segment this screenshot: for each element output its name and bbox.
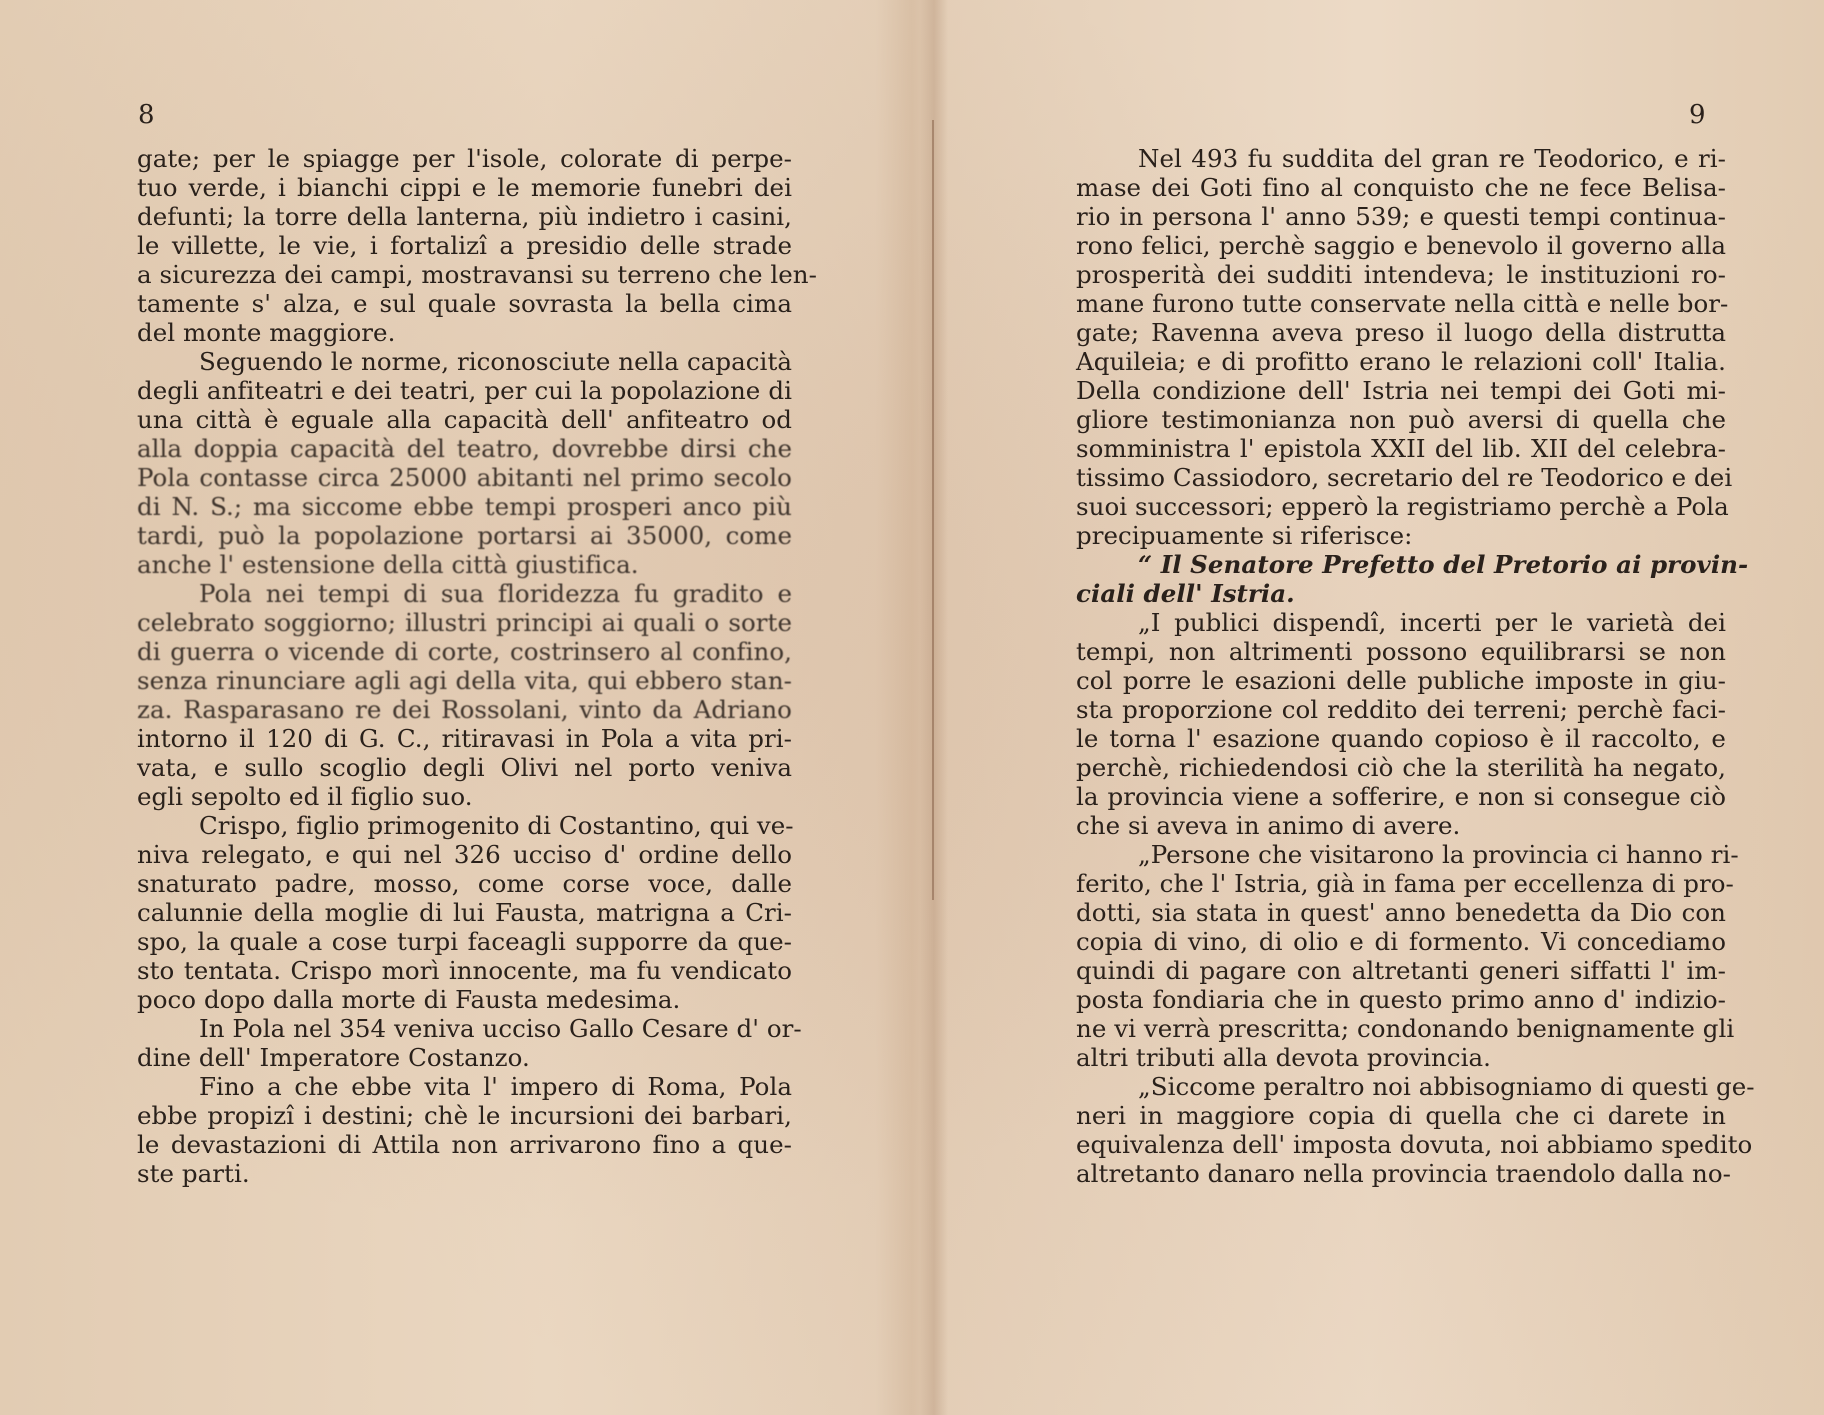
text-line: Seguendo le norme, riconosciute nella capacità xyxy=(199,347,792,376)
page-number-right: 9 xyxy=(1689,100,1706,130)
text-line: „I publici dispendî, incerti per le varietà dei xyxy=(1138,608,1726,637)
text-line: senza rinunciare agli agi della vita, qui ebbero stan- xyxy=(137,666,792,695)
text-line: le villette, le vie, i fortalizî a presidio delle strade xyxy=(137,231,792,260)
text-line: col porre le esazioni delle publiche imposte in giu- xyxy=(1076,666,1726,695)
text-line: che si aveva in animo di avere. xyxy=(1076,811,1461,840)
text-line: la provincia viene a sofferire, e non si consegue ciò xyxy=(1076,782,1726,811)
text-line: prosperità dei sudditi intendeva; le instituzioni ro- xyxy=(1076,260,1726,289)
binding-thread xyxy=(932,120,934,900)
text-line: gate; Ravenna aveva preso il luogo della distrutta xyxy=(1076,318,1726,347)
text-line: tardi, può la popolazione portarsi ai 35000, come xyxy=(137,521,792,550)
text-line: ferito, che l' Istria, già in fama per eccellenza di pro- xyxy=(1076,869,1734,898)
text-line: copia di vino, di olio e di formento. Vi concediamo xyxy=(1076,927,1726,956)
text-line: celebrato soggiorno; illustri principi ai quali o sorte xyxy=(137,608,792,637)
text-line: sto tentata. Crispo morì innocente, ma fu vendicato xyxy=(137,956,792,985)
text-line: di N. S.; ma siccome ebbe tempi prosperi anco più xyxy=(137,492,792,521)
text-line: niva relegato, e qui nel 326 ucciso d' ordine dello xyxy=(137,840,792,869)
text-line: In Pola nel 354 veniva ucciso Gallo Cesare d' or- xyxy=(199,1014,802,1043)
text-line: quindi di pagare con altretanti generi siffatti l' im- xyxy=(1076,956,1726,985)
left-page-text xyxy=(137,144,817,1188)
text-line: spo, la quale a cose turpi faceagli supporre da que- xyxy=(137,927,792,956)
text-line: „Siccome peraltro noi abbisogniamo di questi ge- xyxy=(1138,1072,1755,1101)
text-line: Aquileia; e di profitto erano le relazioni coll' Italia. xyxy=(1076,347,1726,376)
text-line: tempi, non altrimenti possono equilibrarsi se non xyxy=(1076,637,1726,666)
right-page-text xyxy=(1076,144,1755,1188)
text-line: a sicurezza dei campi, mostravansi su terreno che len- xyxy=(137,260,817,289)
text-line: ste parti. xyxy=(137,1159,250,1188)
text-line: Pola nei tempi di sua floridezza fu gradito e xyxy=(199,579,792,608)
text-line: alla doppia capacità del teatro, dovrebbe dirsi che xyxy=(137,434,792,463)
letter-heading: ciali dell' Istria. xyxy=(1076,579,1295,608)
text-line: di guerra o vicende di corte, costrinsero al confino, xyxy=(137,637,792,666)
text-line: Nel 493 fu suddita del gran re Teodorico, e ri- xyxy=(1138,144,1726,173)
text-line: Pola contasse circa 25000 abitanti nel primo secolo xyxy=(137,463,792,492)
text-line: tuo verde, i bianchi cippi e le memorie funebri dei xyxy=(137,173,792,202)
letter-heading: “ Il Senatore Prefetto del Pretorio ai provin- xyxy=(1138,550,1749,579)
text-line: gate; per le spiagge per l'isole, colorate di perpe- xyxy=(137,144,792,173)
text-line: „Persone che visitarono la provincia ci hanno ri- xyxy=(1138,840,1739,869)
text-line: le devastazioni di Attila non arrivarono fino a que- xyxy=(137,1130,792,1159)
text-line: tamente s' alza, e sul quale sovrasta la bella cima xyxy=(137,289,792,318)
text-line: Della condizione dell' Istria nei tempi dei Goti mi- xyxy=(1076,376,1726,405)
text-line: defunti; la torre della lanterna, più indietro i casini, xyxy=(137,202,792,231)
right-page xyxy=(956,0,1824,1415)
text-line: suoi successori; epperò la registriamo perchè a Pola xyxy=(1076,492,1729,521)
text-line: neri in maggiore copia di quella che ci darete in xyxy=(1076,1101,1726,1130)
text-line: ebbe propizî i destini; chè le incursioni dei barbari, xyxy=(137,1101,792,1130)
text-line: tissimo Cassiodoro, secretario del re Teodorico e dei xyxy=(1076,463,1733,492)
text-line: intorno il 120 di G. C., ritiravasi in Pola a vita pri- xyxy=(137,724,792,753)
text-line: Fino a che ebbe vita l' impero di Roma, Pola xyxy=(199,1072,792,1101)
text-line: sta proporzione col reddito dei terreni; perchè faci- xyxy=(1076,695,1726,724)
text-line: Crispo, figlio primogenito di Costantino, qui ve- xyxy=(199,811,794,840)
text-line: perchè, richiedendosi ciò che la sterilità ha negato, xyxy=(1076,753,1726,782)
text-line: del monte maggiore. xyxy=(137,318,396,347)
text-line: gliore testimonianza non può aversi di quella che xyxy=(1076,405,1726,434)
text-line: equivalenza dell' imposta dovuta, noi abbiamo spedito xyxy=(1076,1130,1753,1159)
text-line: degli anfiteatri e dei teatri, per cui la popolazione di xyxy=(137,376,792,405)
text-line: mase dei Goti fino al conquisto che ne fece Belisa- xyxy=(1076,173,1726,202)
text-line: ne vi verrà prescritta; condonando benignamente gli xyxy=(1076,1014,1735,1043)
text-line: rono felici, perchè saggio e benevolo il governo alla xyxy=(1076,231,1726,260)
text-line: posta fondiaria che in questo primo anno d' indizio- xyxy=(1076,985,1726,1014)
text-line: mane furono tutte conservate nella città e nelle bor- xyxy=(1076,289,1729,318)
page-number-left: 8 xyxy=(138,100,155,130)
text-line: una città è eguale alla capacità dell' anfiteatro od xyxy=(137,405,792,434)
text-line: snaturato padre, mosso, come corse voce, dalle xyxy=(137,869,792,898)
text-line: dine dell' Imperatore Costanzo. xyxy=(137,1043,530,1072)
text-line: calunnie della moglie di lui Fausta, matrigna a Cri- xyxy=(137,898,792,927)
text-line: za. Rasparasano re dei Rossolani, vinto da Adriano xyxy=(137,695,792,724)
text-line: altretanto danaro nella provincia traendolo dalla no- xyxy=(1076,1159,1731,1188)
text-line: rio in persona l' anno 539; e questi tempi continua- xyxy=(1076,202,1726,231)
text-line: dotti, sia stata in quest' anno benedetta da Dio con xyxy=(1076,898,1726,927)
book-gutter xyxy=(920,0,948,1415)
text-line: altri tributi alla devota provincia. xyxy=(1076,1043,1491,1072)
text-line: le torna l' esazione quando copioso è il raccolto, e xyxy=(1076,724,1726,753)
text-line: vata, e sullo scoglio degli Olivi nel porto veniva xyxy=(137,753,792,782)
text-line: anche l' estensione della città giustifica. xyxy=(137,550,639,579)
text-line: poco dopo dalla morte di Fausta medesima. xyxy=(137,985,681,1014)
text-line: egli sepolto ed il figlio suo. xyxy=(137,782,473,811)
text-line: somministra l' epistola XXII del lib. XII del celebra- xyxy=(1076,434,1726,463)
text-line: precipuamente si riferisce: xyxy=(1076,521,1413,550)
